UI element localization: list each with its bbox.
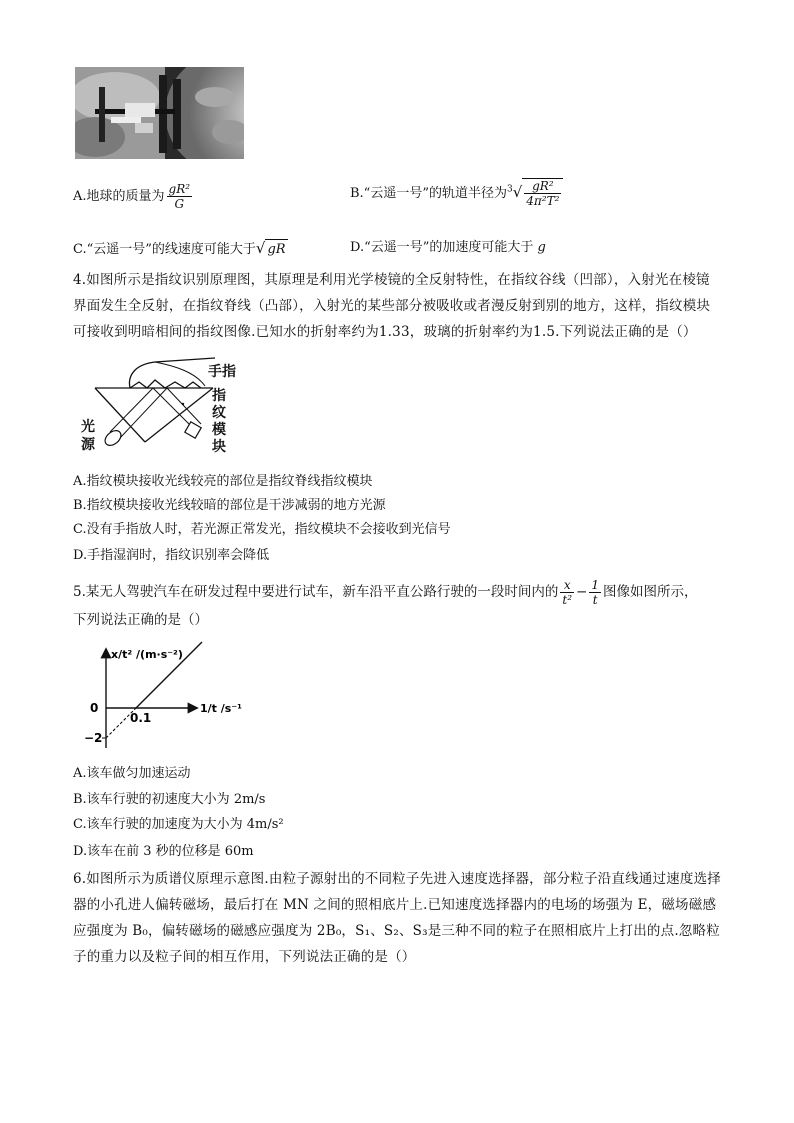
q5-chart	[78, 640, 248, 752]
q3-option-b-root-index: 3	[506, 184, 513, 195]
q3-option-a-fraction: $\frac{\text{gR²}}{G}$	[168, 182, 191, 211]
q6-stem: 6.如图所示为质谱仪原理示意图.由粒子源射出的不同粒子先进入速度选择器，部分粒子沿直线通过速度选择器的小孔进人偏转磁场，最后打在 MN 之间的照相底片上.已知速度选择器内的电场的场强为 E，磁场磁感应强度为 B₀，偏转磁场的磁感应强度为 2B₀，S₁、S₂、S₃是三种不同的粒子在照相底片上打出的点.忽略粒子的重力以及粒子间的相互作用，下列说法正确的是（）	[73, 871, 721, 965]
label-module: 指 纹 模 块	[212, 388, 226, 455]
label-light-1: 光	[81, 419, 95, 435]
q3-option-b	[350, 178, 563, 208]
q3-option-c-radicand: gR	[265, 239, 287, 260]
satellite-photo	[75, 67, 244, 159]
label-finger: 手指	[208, 364, 236, 380]
q5-stem-line2: 下列说法正确的是（）	[73, 612, 208, 628]
radical-sign: √	[512, 183, 523, 201]
q3-option-c	[73, 238, 288, 260]
tick-label-0: 0	[90, 701, 99, 715]
x-axis-label: 1/t /s⁻¹	[200, 702, 242, 715]
q5-option-a: A.该车做匀加速运动	[73, 766, 191, 781]
q3-option-a-text: A.地球的质量为	[73, 189, 165, 204]
label-light-2: 源	[81, 437, 95, 453]
q3-option-c-text: C.“云遥一号”的线速度可能大于	[73, 242, 256, 257]
y-axis-label: x/t² /(m·s⁻²)	[111, 648, 183, 661]
q3-option-a	[73, 182, 194, 211]
q5-frac-x-t2: $\frac{x}{\text{t²}}$	[562, 578, 573, 607]
q5-frac-1-t: $\frac{1}{t}$	[591, 578, 599, 607]
q4-option-d: D.手指湿润时，指纹识别率会降低	[73, 548, 270, 563]
q3-option-d	[350, 238, 546, 258]
q4-stem: 4.如图所示是指纹识别原理图，其原理是利用光学棱镜的全反射特性，在指纹谷线（凹部），入射光在棱镜界面发生全反射，在指纹脊线（凸部），入射光的某些部分被吸收或者漫反射到别的地方，这样，指纹模块可接收到明暗相间的指纹图像.已知水的折射率约为1.33，玻璃的折射率约为1.5.下列说法正确的是（）	[73, 272, 711, 340]
q3-option-d-text: D.“云遥一号”的加速度可能大于	[350, 240, 534, 255]
q5-option-d: D.该车在前 3 秒的位移是 60m	[73, 844, 254, 859]
q5-chart-svg	[78, 640, 248, 752]
q3-option-b-radicand: $\frac{\text{gR²}}{\text{4π²T²}}$	[522, 178, 563, 208]
q5-option-b: B.该车行驶的初速度大小为 2m/s	[73, 792, 266, 807]
q5-stem-line1: 5.某无人驾驶汽车在研发过程中要进行试车，新车沿平直公路行驶的一段时间内的 $\frac{x}{\text{t²}}$ − $\frac{1}{t}$ 图像如图所示，	[73, 578, 698, 607]
q5-option-c: C.该车行驶的加速度为大小为 4m/s²	[73, 817, 284, 832]
tick-label-minus2: −2	[84, 731, 103, 745]
q4-option-b: B.指纹模块接收光线较暗的部位是干涉减弱的地方光源	[73, 498, 386, 513]
radical-sign: √	[255, 239, 266, 257]
q4-option-c: C.没有手指放人时，若光源正常发光，指纹模块不会接收到光信号	[73, 522, 451, 537]
q3-option-b-text: B.“云遥一号”的轨道半径为	[350, 186, 507, 201]
q3-option-d-var: g	[537, 240, 546, 255]
q4-option-a: A.指纹模块接收光线较亮的部位是指纹脊线指纹模块	[73, 474, 373, 489]
tick-label-0.1: 0.1	[130, 711, 152, 725]
